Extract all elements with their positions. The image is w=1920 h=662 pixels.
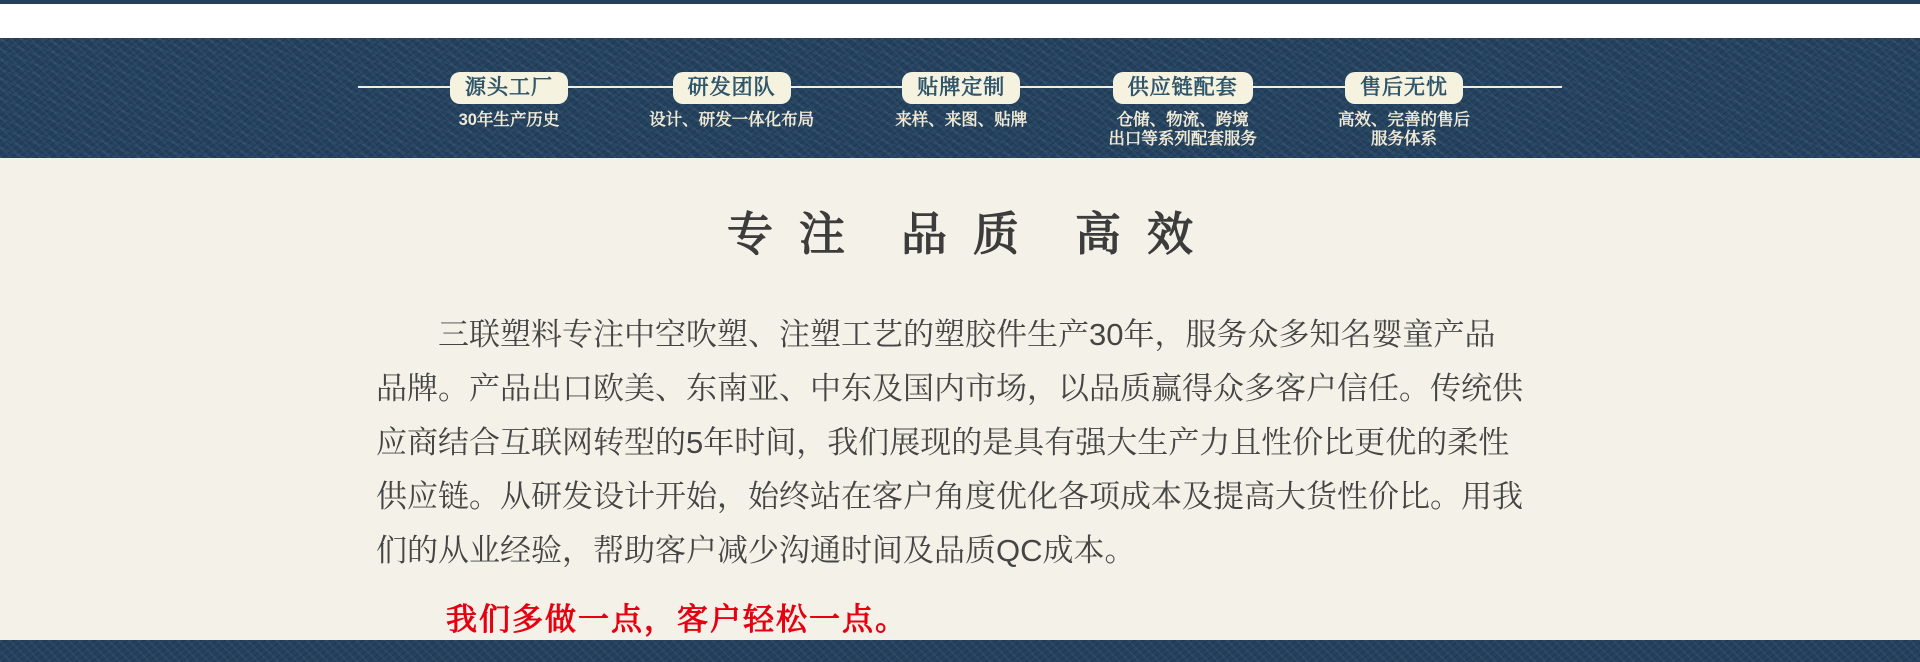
page-title-word: 品质	[901, 208, 1045, 260]
feature-source-factory	[450, 72, 568, 130]
feature-description-line: 设计、研发一体化布局	[649, 111, 815, 129]
feature-band	[0, 38, 1920, 158]
feature-description	[459, 111, 560, 130]
slogan-highlight: 我们多做一点，客户轻松一点。	[446, 602, 908, 637]
feature-description-line: 高效、完善的售后	[1338, 111, 1470, 129]
feature-description	[895, 111, 1027, 130]
feature-label: 贴牌定制	[902, 72, 1020, 104]
page-title-word: 专注	[727, 208, 871, 260]
white-divider-strip	[0, 4, 1920, 38]
feature-description	[649, 111, 814, 130]
feature-oem-custom	[895, 72, 1027, 130]
features-row	[450, 38, 1470, 149]
feature-description-line: 出口等系列配套服务	[1108, 130, 1257, 148]
feature-supply-chain	[1108, 72, 1257, 149]
feature-label: 供应链配套	[1113, 72, 1253, 104]
company-intro-paragraph	[376, 308, 1544, 578]
feature-rnd-team	[649, 72, 814, 130]
intro-line: 应商结合互联网转型的5年时间，我们展现的是具有强大生产力且性价比更优的柔性	[376, 425, 1510, 460]
feature-description	[1338, 111, 1470, 149]
feature-description-line: 来样、来图、贴牌	[895, 111, 1028, 129]
feature-description	[1108, 111, 1257, 149]
intro-line: 三联塑料专注中空吹塑、注塑工艺的塑胶件生产30年，服务众多知名婴童产品	[438, 317, 1496, 352]
feature-description-line: 服务体系	[1371, 130, 1437, 148]
feature-after-sales	[1338, 72, 1470, 149]
page-title	[0, 158, 1920, 264]
feature-description-line: 仓储、物流、跨境	[1116, 111, 1249, 129]
feature-label: 售后无忧	[1345, 72, 1463, 104]
page-title-word: 高效	[1075, 208, 1219, 260]
intro-line: 供应链。从研发设计开始，始终站在客户角度优化各项成本及提高大货性价比。用我	[376, 479, 1523, 514]
intro-line: 品牌。产品出口欧美、东南亚、中东及国内市场，以品质赢得众多客户信任。传统供	[376, 371, 1523, 406]
intro-line: 们的从业经验，帮助客户减少沟通时间及品质QC成本。	[376, 533, 1136, 568]
feature-description-line: 30年生产历史	[458, 111, 560, 129]
intro-section	[0, 158, 1920, 640]
feature-label: 源头工厂	[450, 72, 568, 104]
feature-label: 研发团队	[673, 72, 791, 104]
bottom-accent-bar	[0, 640, 1920, 662]
